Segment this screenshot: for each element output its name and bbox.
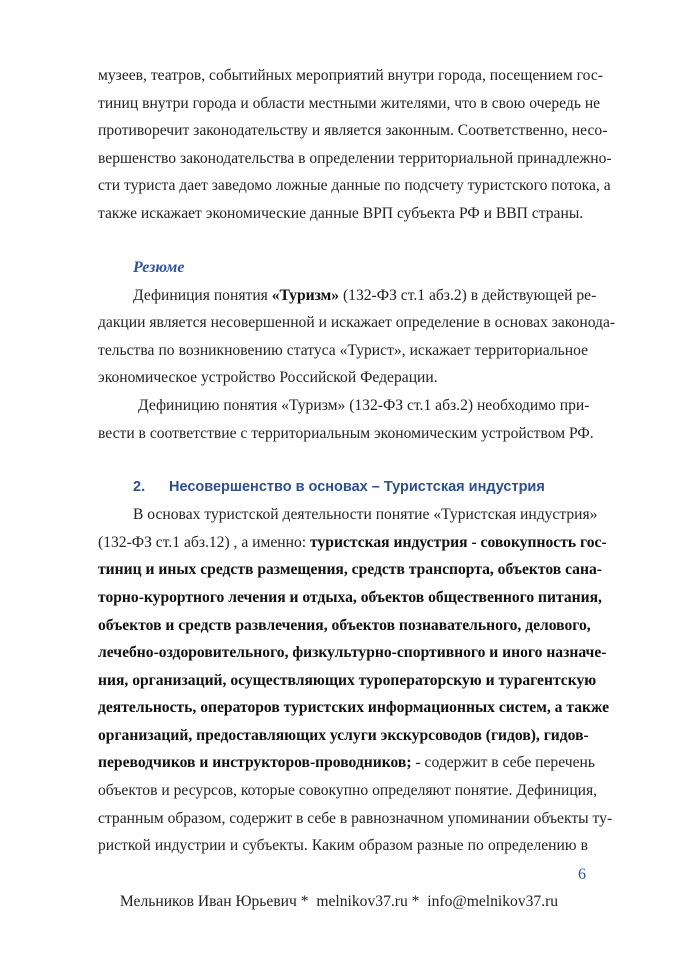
section-title: Несовершенство в основах – Туристская индустрия [169,479,545,496]
text: странным образом, содержит в себе в равнозначном упоминании объекты ту- [98,809,613,827]
text-line [98,392,588,420]
text-line [98,172,611,200]
section-heading [98,473,588,501]
text: ристкой индустрии и субъекты. Каким образом разные по определению в [98,837,588,855]
document-page [98,62,616,860]
text: Дефиниция понятия [133,286,272,304]
paragraph-tourism-industry [98,501,613,860]
text-line [98,667,597,695]
text: музеев, театров, событийных мероприятий внутри города, посещением гос- [98,67,603,84]
text-line [98,722,588,750]
bold-text: тиниц и иных средств размещения, средств транспорта, объектов сана- [98,561,602,579]
text: тельства по возникновению статуса «Турист», искажает территориальное [98,341,588,359]
bold-text: торно-курортного лечения и отдыха, объектов общественного питания, [98,588,602,606]
bold-text: «Туризм» [271,286,340,304]
bold-text: ния, организаций, осуществляющих туроператорскую и турагентскую [98,671,597,689]
text-line [98,805,613,833]
page-number: 6 [578,866,586,883]
resume-heading: Резюме [133,258,185,276]
paragraph-resume-2 [98,392,594,447]
text: вершенство законодательства в определении территориальной принадлежно- [98,149,612,167]
text-line [98,639,607,667]
text-line [98,90,601,118]
text: тиниц внутри города и области местными жителями, что в свою очередь не [98,94,601,112]
text-line [98,529,607,557]
text: Дефиницию понятия «Туризм» (132-ФЗ ст.1 абз.2) необходимо при- [138,396,590,414]
text: экономическое устройство Российской Федерации. [98,369,438,387]
bold-text: организаций, предоставляющих услуги экскурсоводов (гидов), гидов- [98,726,589,744]
paragraph-continued [98,62,612,228]
text: - содержит в себе перечень [415,754,595,772]
section-number: 2. [133,479,146,496]
page-footer: Мельников Иван Юрьевич * melnikov37.ru * info@melnikov37.ru [119,893,559,910]
bold-text: переводчиков и инструкторов-проводников; [98,754,416,772]
bold-text: объектов и средств развлечения, объектов познавательного, делового, [98,616,591,634]
text: (132-ФЗ ст.1 абз.12) , а именно: [98,533,311,551]
text: дакции является несовершенной и искажает определение в основах законода- [98,314,616,332]
paragraph-resume-1 [98,282,616,392]
bold-text: деятельность, операторов туристских информационных систем, а также [98,699,609,717]
text-line [98,612,591,640]
text-line [98,420,594,448]
text-line [98,749,595,777]
bold-text: туристская индустрия - совокупность гос- [310,533,607,551]
text: противоречит законодательству и является законным. Соответственно, несо- [98,122,608,140]
text-line [98,117,608,145]
text: также искажает экономические данные ВРП субъекта РФ и ВВП страны. [98,204,584,222]
text: (132-ФЗ ст.1 абз.2) в действующей ре- [339,286,597,304]
text-line [98,145,612,173]
text: сти туриста дает заведомо ложные данные по подсчету туристского потока, а [98,177,611,195]
text-line [98,777,598,805]
text: вести в соответствие с территориальным экономическим устройством РФ. [98,424,594,442]
text-line [98,282,597,310]
text-line [98,832,588,860]
text-line [98,694,609,722]
text-line [98,584,602,612]
text-line [98,364,588,392]
text-line [98,200,588,228]
text-line [98,309,616,337]
text: объектов и ресурсов, которые совокупно определяют понятие. Дефиниция, [98,782,598,800]
text: В основах туристской деятельности понятие «Туристская индустрия» [133,506,598,524]
text-line [98,337,588,365]
text-line [98,62,603,90]
bold-text: лечебно-оздоровительного, физкультурно-спортивного и иного назначе- [98,644,607,662]
text-line [98,501,598,529]
text-line [98,556,602,584]
